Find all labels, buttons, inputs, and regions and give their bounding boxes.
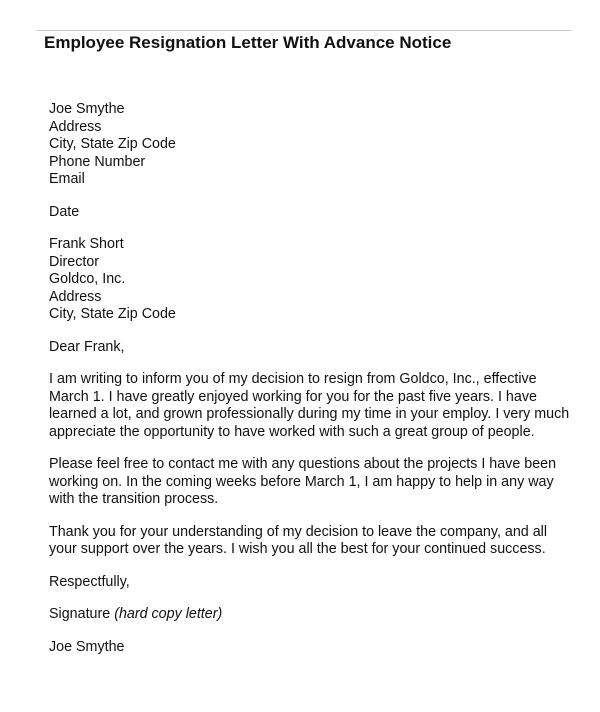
sender-address: Address — [49, 118, 102, 135]
recipient-company: Goldco, Inc. — [49, 271, 126, 287]
signer-name: Joe Smythe — [49, 638, 125, 655]
recipient-block — [49, 236, 559, 324]
paragraph-line: Thank you for your understanding of my decision to leave the company, and all — [49, 523, 548, 540]
paragraph-line: appreciate the opportunity to have worked with such a great group of people. — [49, 423, 535, 440]
letter-body — [49, 101, 570, 656]
body-paragraph-2 — [49, 456, 559, 509]
sender-email: Email — [49, 171, 85, 187]
paragraph-line: working on. In the coming weeks before March 1, I am happy to help in any way — [49, 473, 554, 490]
letter-title: Employee Resignation Letter With Advance Notice — [44, 33, 452, 52]
paragraph-line: Please feel free to contact me with any questions about the projects I have been — [49, 456, 557, 472]
signature-label: Signature — [49, 606, 111, 622]
body-paragraph-1 — [49, 371, 570, 441]
title-divider — [36, 30, 572, 31]
sender-phone: Phone Number — [49, 153, 146, 170]
sender-name: Joe Smythe — [49, 101, 125, 117]
body-paragraph-3 — [49, 524, 559, 559]
paragraph-line: with the transition process. — [49, 491, 219, 507]
recipient-address: Address — [49, 288, 102, 305]
paragraph-line: your support over the years. I wish you all the best for your continued success. — [49, 541, 546, 557]
signature-note: (hard copy letter) — [114, 606, 223, 622]
salutation: Dear Frank, — [49, 338, 125, 355]
recipient-name: Frank Short — [49, 236, 124, 252]
recipient-title: Director — [49, 253, 100, 270]
recipient-city-state-zip: City, State Zip Code — [49, 306, 176, 322]
paragraph-line: learned a lot, and grown professionally during my time in your employ. I very much — [49, 406, 570, 422]
paragraph-line: I am writing to inform you of my decision to resign from Goldco, Inc., effective — [49, 371, 537, 387]
closing: Respectfully, — [49, 573, 130, 590]
paragraph-line: March 1. I have greatly enjoyed working for you for the past five years. I have — [49, 388, 537, 405]
signature-line — [49, 606, 559, 624]
letter-date: Date — [49, 203, 80, 220]
sender-block — [49, 101, 559, 189]
sender-city-state-zip: City, State Zip Code — [49, 136, 176, 152]
